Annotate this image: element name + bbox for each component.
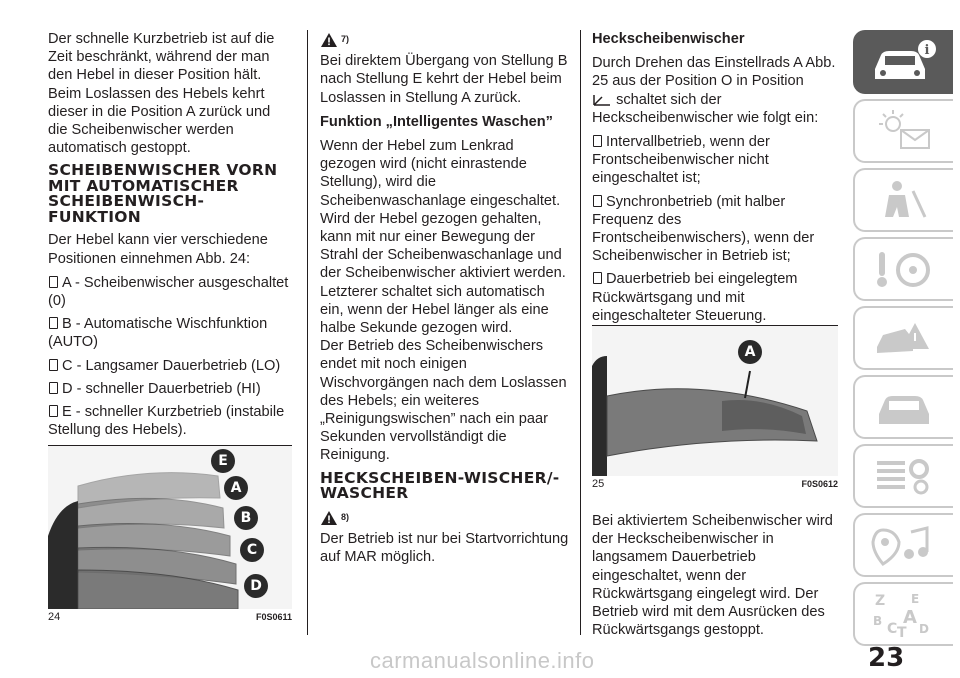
- paragraph: Der Betrieb ist nur bei Startvorrichtung auf MAR möglich.: [320, 530, 569, 566]
- tab-safety[interactable]: [853, 168, 953, 232]
- paragraph: Wird der Hebel gezogen gehalten, kann mit nur einer Bewegung der Strahl der Scheibenwaschanlage und der Scheibenwischer aktiviert werden. Letzterer schaltet sich automatisch ein, wenn der Hebel länger als eine halbe Sekunde gezogen wird.: [320, 210, 566, 337]
- section-heading-front-wiper: SCHEIBENWISCHER VORN MIT AUTOMATISCHER SCHEIBENWISCH-FUNKTION: [48, 161, 278, 226]
- tab-multimedia[interactable]: [853, 513, 953, 577]
- list-item: Intervallbetrieb, wenn der Frontscheibenwischer nicht eingeschaltet ist;: [592, 134, 770, 187]
- figure-25-image: [592, 326, 838, 476]
- column-3-bottom: [592, 512, 842, 645]
- paragraph: Der Betrieb des Scheibenwischers endet mit noch einigen Wischvorgängen nach dem Loslassen des Hebels; ein weiteres „Reinigungswischen” nach ein paar Sekunden vervollständigt die Reinigung.: [320, 338, 567, 464]
- index-letter: E: [911, 592, 920, 606]
- paragraph: Bei aktiviertem Scheibenwischer wird der Heckscheibenwischer in langsamem Dauerbetrieb eingeschaltet, wenn der Rückwärtsgang eingelegt wird. Der Betrieb wird mit dem Ausrücken des Rückwärtsgangs gestoppt.: [592, 513, 833, 639]
- index-letter: D: [919, 622, 929, 636]
- bullet-box-icon: [49, 405, 58, 417]
- tab-maintenance[interactable]: [853, 375, 953, 439]
- index-letter: Z: [875, 593, 886, 609]
- list-item: C - Langsamer Dauerbetrieb (LO): [48, 357, 292, 375]
- warning-reference: 7): [320, 30, 570, 48]
- figure-25-caption: [592, 478, 838, 490]
- figure-code: F0S0612: [801, 479, 838, 489]
- maintenance-icon: [869, 384, 939, 430]
- tab-index[interactable]: [853, 582, 953, 646]
- rear-wiper-symbol-icon: [592, 93, 612, 107]
- index-letter: B: [873, 614, 883, 628]
- bullet-box-icon: [593, 195, 602, 207]
- figure-number: 24: [48, 611, 61, 623]
- figure-25: [592, 325, 838, 490]
- tab-starting-driving[interactable]: [853, 237, 953, 301]
- index-letter: C: [887, 621, 898, 637]
- column-divider: [580, 30, 581, 635]
- car-info-icon: [869, 39, 939, 85]
- figure-label-d: D: [244, 574, 268, 598]
- column-1: [48, 30, 292, 444]
- column-2: [320, 30, 570, 572]
- subheading-intelligent-wash: Funktion „Intelligentes Waschen”: [320, 113, 553, 130]
- figure-label-c: C: [240, 538, 264, 562]
- figure-label-b: B: [234, 506, 258, 530]
- warning-reference: 8): [320, 508, 570, 526]
- technical-data-icon: [869, 453, 939, 499]
- warning-triangle-icon: [320, 32, 338, 48]
- starting-driving-icon: [869, 246, 939, 292]
- page-number: 23: [868, 643, 905, 673]
- bullet-box-icon: [49, 276, 58, 288]
- figure-code: F0S0611: [255, 612, 292, 622]
- figure-label-a: A: [224, 476, 248, 500]
- safety-icon: [869, 177, 939, 223]
- index-letter: T: [897, 625, 907, 639]
- figure-24: [48, 445, 292, 623]
- paragraph: Durch Drehen das Einstellrads A Abb. 25 aus der Position O in Position schaltet sich der Heckscheibenwischer wie folgt ein:: [592, 55, 836, 126]
- bullet-box-icon: [593, 135, 602, 147]
- tab-emergency[interactable]: [853, 306, 953, 370]
- list-item: E - schneller Kurzbetrieb (instabile Stellung des Hebels).: [48, 404, 285, 439]
- bullet-box-icon: [49, 359, 58, 371]
- column-divider: [307, 30, 308, 635]
- column-3: [592, 30, 842, 330]
- tab-technical-data[interactable]: [853, 444, 953, 508]
- chapter-sidebar: [853, 30, 957, 651]
- watermark: carmanualsonline.info: [370, 648, 595, 673]
- warning-triangle-icon: [320, 510, 338, 526]
- figure-label-a: A: [738, 340, 762, 364]
- tab-car-info[interactable]: [853, 30, 953, 94]
- figure-24-caption: [48, 611, 292, 623]
- bullet-box-icon: [49, 317, 58, 329]
- lever-positions-lead: Der Hebel kann vier verschiedene Positionen einnehmen Abb. 24:: [48, 232, 268, 267]
- warning-lights-icon: [869, 108, 939, 154]
- figure-24-image: [48, 446, 292, 609]
- svg-text:i: i: [924, 43, 930, 58]
- rear-wiper-lever-illustration: [592, 326, 838, 476]
- index-letter: A: [903, 607, 917, 628]
- bullet-box-icon: [49, 382, 58, 394]
- emergency-icon: [869, 315, 939, 361]
- intro-paragraph: Der schnelle Kurzbetrieb ist auf die Zeit beschränkt, während der man den Hebel in dieser Position hält. Beim Loslassen des Hebels kehrt dieser in die Position A zurück und die Scheibenwischer werden automatisch gestoppt.: [48, 31, 275, 157]
- multimedia-icon: [869, 522, 939, 568]
- list-item: A - Scheibenwischer ausgeschaltet (0): [48, 274, 289, 310]
- bullet-box-icon: [593, 272, 602, 284]
- figure-number: 25: [592, 478, 605, 490]
- paragraph: Wenn der Hebel zum Lenkrad gezogen wird (nicht einrastende Stellung), wird die Scheibenwaschanlage eingeschaltet.: [320, 138, 561, 209]
- section-heading-rear-wiper: HECKSCHEIBEN-WISCHER/-WASCHER: [320, 468, 560, 503]
- index-icon: [869, 589, 939, 639]
- subheading-rear-wiper: Heckscheibenwischer: [592, 31, 745, 47]
- list-item: Synchronbetrieb (mit halber Frequenz des Frontscheibenwischers), wenn der Scheibenwischer in Betrieb ist;: [592, 193, 815, 265]
- list-item: B - Automatische Wischfunktion (AUTO): [48, 316, 268, 351]
- list-item: D - schneller Dauerbetrieb (HI): [48, 380, 292, 398]
- list-item: Dauerbetrieb bei eingelegtem Rückwärtsgang und mit eingeschalteter Steuerung.: [592, 271, 798, 324]
- figure-label-e: E: [211, 449, 235, 473]
- paragraph: Bei direktem Übergang von Stellung B nach Stellung E kehrt der Hebel beim Loslassen in Stellung A zurück.: [320, 53, 568, 106]
- tab-warning-lights[interactable]: [853, 99, 953, 163]
